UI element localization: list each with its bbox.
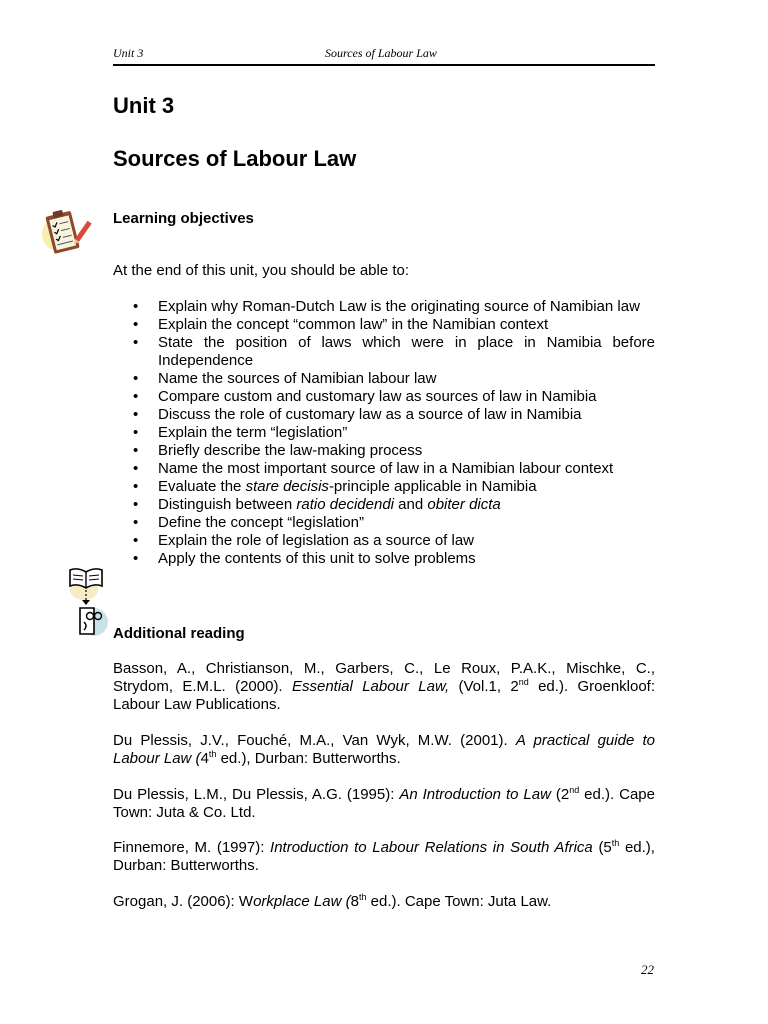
additional-reading-heading: Additional reading	[113, 625, 245, 642]
list-item: • Evaluate the stare decisis-principle applicable in Namibia	[113, 478, 655, 496]
list-item: • State the position of laws which were in place in Namibia before Independence	[113, 334, 655, 370]
list-item: • Explain the concept “common law” in the Namibian context	[113, 316, 655, 334]
running-header	[113, 46, 655, 66]
list-item: • Define the concept “legislation”	[113, 514, 655, 532]
clipboard-checklist-icon	[38, 204, 94, 260]
header-unit-label: Unit 3	[113, 46, 144, 60]
list-item: • Compare custom and customary law as sources of law in Namibia	[113, 388, 655, 406]
objectives-list	[113, 298, 655, 568]
reference-item: Basson, A., Christianson, M., Garbers, C., Le Roux, P.A.K., Mischke, C., Strydom, E.M.L. (2000). Essential Labour Law, (Vol.1, 2nd ed.). Groenkloof: Labour Law Publications.	[113, 660, 656, 713]
reference-item: Finnemore, M. (1997): Introduction to Labour Relations in South Africa (5th ed.), Durban: Butterworths.	[113, 838, 655, 874]
list-item: • Explain why Roman-Dutch Law is the originating source of Namibian law	[113, 298, 655, 316]
page-number: 22	[641, 962, 654, 977]
reference-item: Du Plessis, L.M., Du Plessis, A.G. (1995): An Introduction to Law (2nd ed.). Cape Town: Juta & Co. Ltd.	[113, 785, 655, 821]
list-item: • Name the sources of Namibian labour law	[113, 370, 655, 388]
list-item: • Briefly describe the law-making process	[113, 442, 655, 460]
reference-item: Du Plessis, J.V., Fouché, M.A., Van Wyk, M.W. (2001). A practical guide to Labour Law (4th ed.), Durban: Butterworths.	[113, 732, 655, 767]
list-item: • Apply the contents of this unit to solve problems	[113, 550, 655, 568]
chapter-title: Sources of Labour Law	[113, 146, 357, 171]
list-item: • Discuss the role of customary law as a source of law in Namibia	[113, 406, 655, 424]
learning-objectives-heading: Learning objectives	[113, 210, 254, 227]
list-item: • Explain the role of legislation as a source of law	[113, 532, 655, 550]
list-item: • Name the most important source of law in a Namibian labour context	[113, 460, 655, 478]
objectives-intro: At the end of this unit, you should be able to:	[113, 262, 410, 279]
book-reading-icon	[64, 564, 112, 640]
list-item: • Explain the term “legislation”	[113, 424, 655, 442]
header-unit-title: Sources of Labour Law	[325, 46, 437, 60]
list-item: • Distinguish between ratio decidendi and obiter dicta	[113, 496, 655, 514]
unit-title: Unit 3	[113, 93, 175, 118]
reference-item: Grogan, J. (2006): Workplace Law (8th ed.). Cape Town: Juta Law.	[113, 892, 552, 910]
